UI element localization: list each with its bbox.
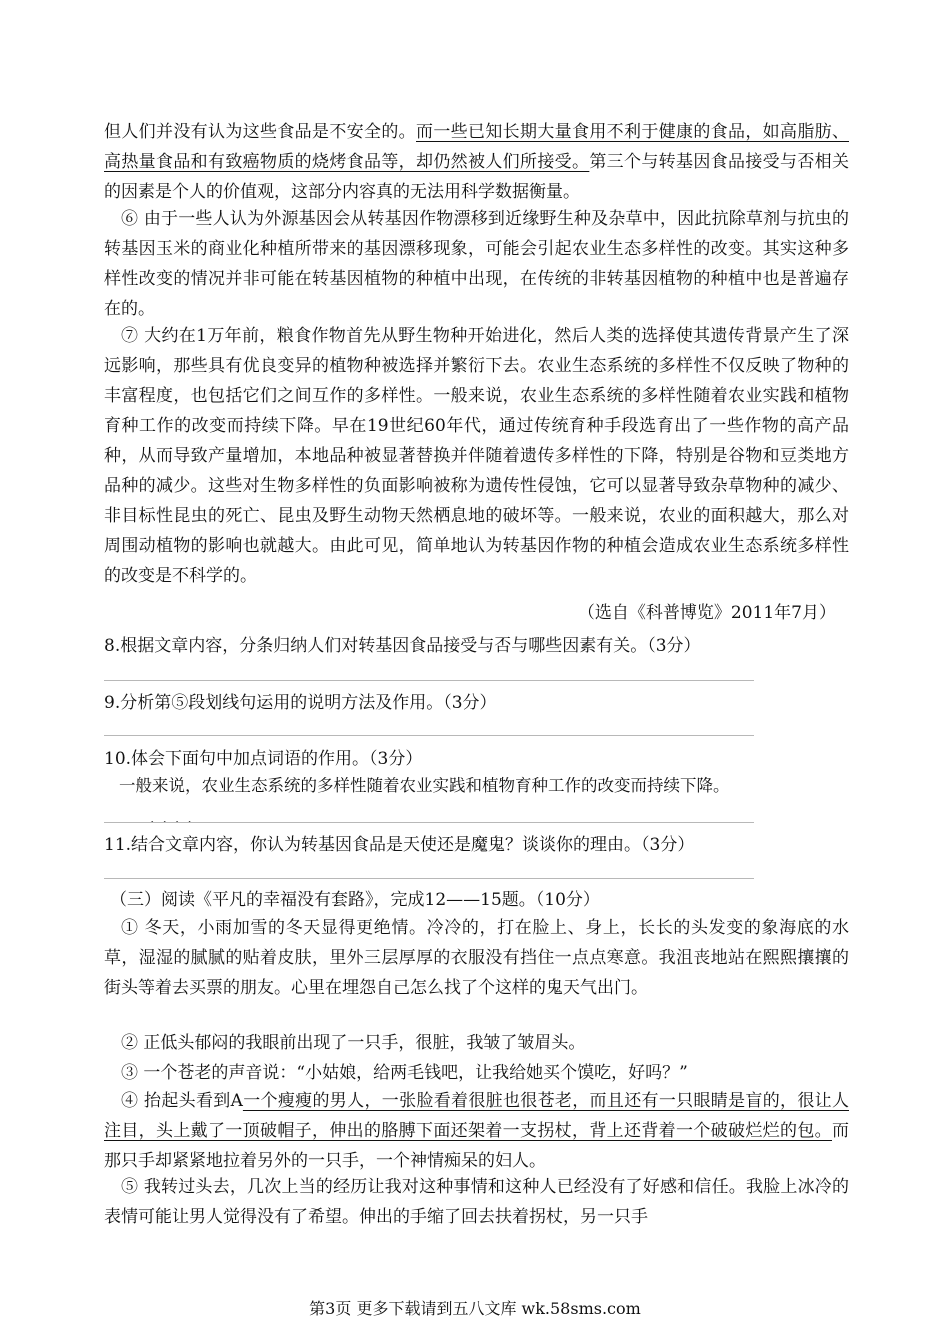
answer-line-11[interactable] [104,878,754,879]
p5-text-a: 但人们并没有认为这些食品是不安全的。 [104,122,416,142]
paragraph-7: ⑦ 大约在1万年前，粮食作物首先从野生物种开始进化，然后人类的选择使其遗传背景产生了深远影响，那些具有优良变异的植物种被选择并繁衍下去。农业生态系统的多样性不仅反映了物种的丰富程度，也包括它们之间互作的多样性。一般来说，农业生态系统的多样性随着农业实践和植物育种工作的改变而持续下降。早在19世纪60年代，通过传统育种手段选育出了一些作物的高产品种，从而导致产量增加，本地品种被显著替换并伴随着遗传多样性的下降，特别是谷物和豆类地方品种的减少。这些对生物多样性的负面影响被称为遗传性侵蚀，它可以显著导致杂草物种的减少、非目标性昆虫的死亡、昆虫及野生动物天然栖息地的破坏等。一般来说，农业的面积越大，那么对周围动植物的影响也就越大。由此可见，简单地认为转基因作物的种植会造成农业生态系统多样性的改变是不科学的。 [104,326,849,586]
question-10: 10.体会下面句中加点词语的作用。（3分） [104,749,423,769]
question-8: 8.根据文章内容，分条归纳人们对转基因食品接受与否与哪些因素有关。（3分） [104,636,701,656]
question-11: 11.结合文章内容，你认为转基因食品是天使还是魔鬼？谈谈你的理由。（3分） [104,835,695,855]
article-source: （选自《科普博览》2011年7月） [577,603,836,623]
paragraph-5-continued [104,117,849,207]
p5-underlined-sentence: 而一些已知长期大量食用不利于健康的食品，如高脂肪、高热量食品和有致癌物质的烧烤食品等，却仍然被人们所接受。 [104,122,849,172]
section-3-paragraph-5: ⑤ 我转过头去，几次上当的经历让我对这种事情和这种人已经没有了好感和信任。我脸上冰冷的表情可能让男人觉得没有了希望。伸出的手缩了回去扶着拐杖，另一只手 [104,1177,849,1227]
p5-text-b: 第三个与转基因食品接受与否相关的因素是个人的价值观，这部分内容真的无法用科学数据衡量。 [104,152,850,202]
answer-line-8[interactable] [104,680,754,681]
answer-line-9[interactable] [104,735,754,736]
question-10-sentence: 一般来说，农业生态系统的多样性随着农业实践和植物育种工作的改变而持续下降。 [119,776,730,795]
s3p4-underlined-description: 一个瘦瘦的男人，一张脸看着很脏也很苍老，而且还有一只眼睛是盲的，很让人注目，头上戴了一顶破帽子，伸出的胳膊下面还架着一支拐杖，背上还背着一个破破烂烂的包。 [104,1091,849,1141]
section-3-paragraph-2: ② 正低头郁闷的我眼前出现了一只手，很脏，我皱了皱眉头。 [121,1033,586,1053]
emphasis-dots: ···· [150,815,200,831]
paragraph-6: ⑥ 由于一些人认为外源基因会从转基因作物漂移到近缘野生种及杂草中，因此抗除草剂与抗虫的转基因玉米的商业化种植所带来的基因漂移现象，可能会引起农业生态多样性的改变。其实这种多样性改变的情况并非可能在转基因植物的种植中出现，在传统的非转基因植物的种植中也是普遍存在的。 [104,209,849,319]
s3p4-text-a: ④ 抬起头看到A [121,1091,243,1111]
section-3-paragraph-1: ① 冬天，小雨加雪的冬天显得更绝情。冷冷的，打在脸上、身上，长长的头发变的象海底的水草，湿湿的腻腻的贴着皮肤，里外三层厚厚的衣服没有挡住一点点寒意。我沮丧地站在熙熙攘攘的街头等着去买票的朋友。心里在埋怨自己怎么找了个这样的鬼天气出门。 [104,918,849,998]
section-3-paragraph-4 [104,1086,849,1176]
s3p4-text-b: 而那只手却紧紧地拉着另外的一只手，一个神情痴呆的妇人。 [104,1121,849,1171]
question-9: 9.分析第⑤段划线句运用的说明方法及作用。（3分） [104,693,497,713]
section-3-heading: （三）阅读《平凡的幸福没有套路》，完成12——15题。（10分） [110,890,600,910]
section-3-paragraph-3: ③ 一个苍老的声音说：“小姑娘，给两毛钱吧，让我给她买个馍吃，好吗？” [121,1063,688,1083]
page-footer: 第3页 更多下载请到五八文库 wk.58sms.com [309,1299,641,1318]
answer-line-10[interactable] [104,822,754,823]
